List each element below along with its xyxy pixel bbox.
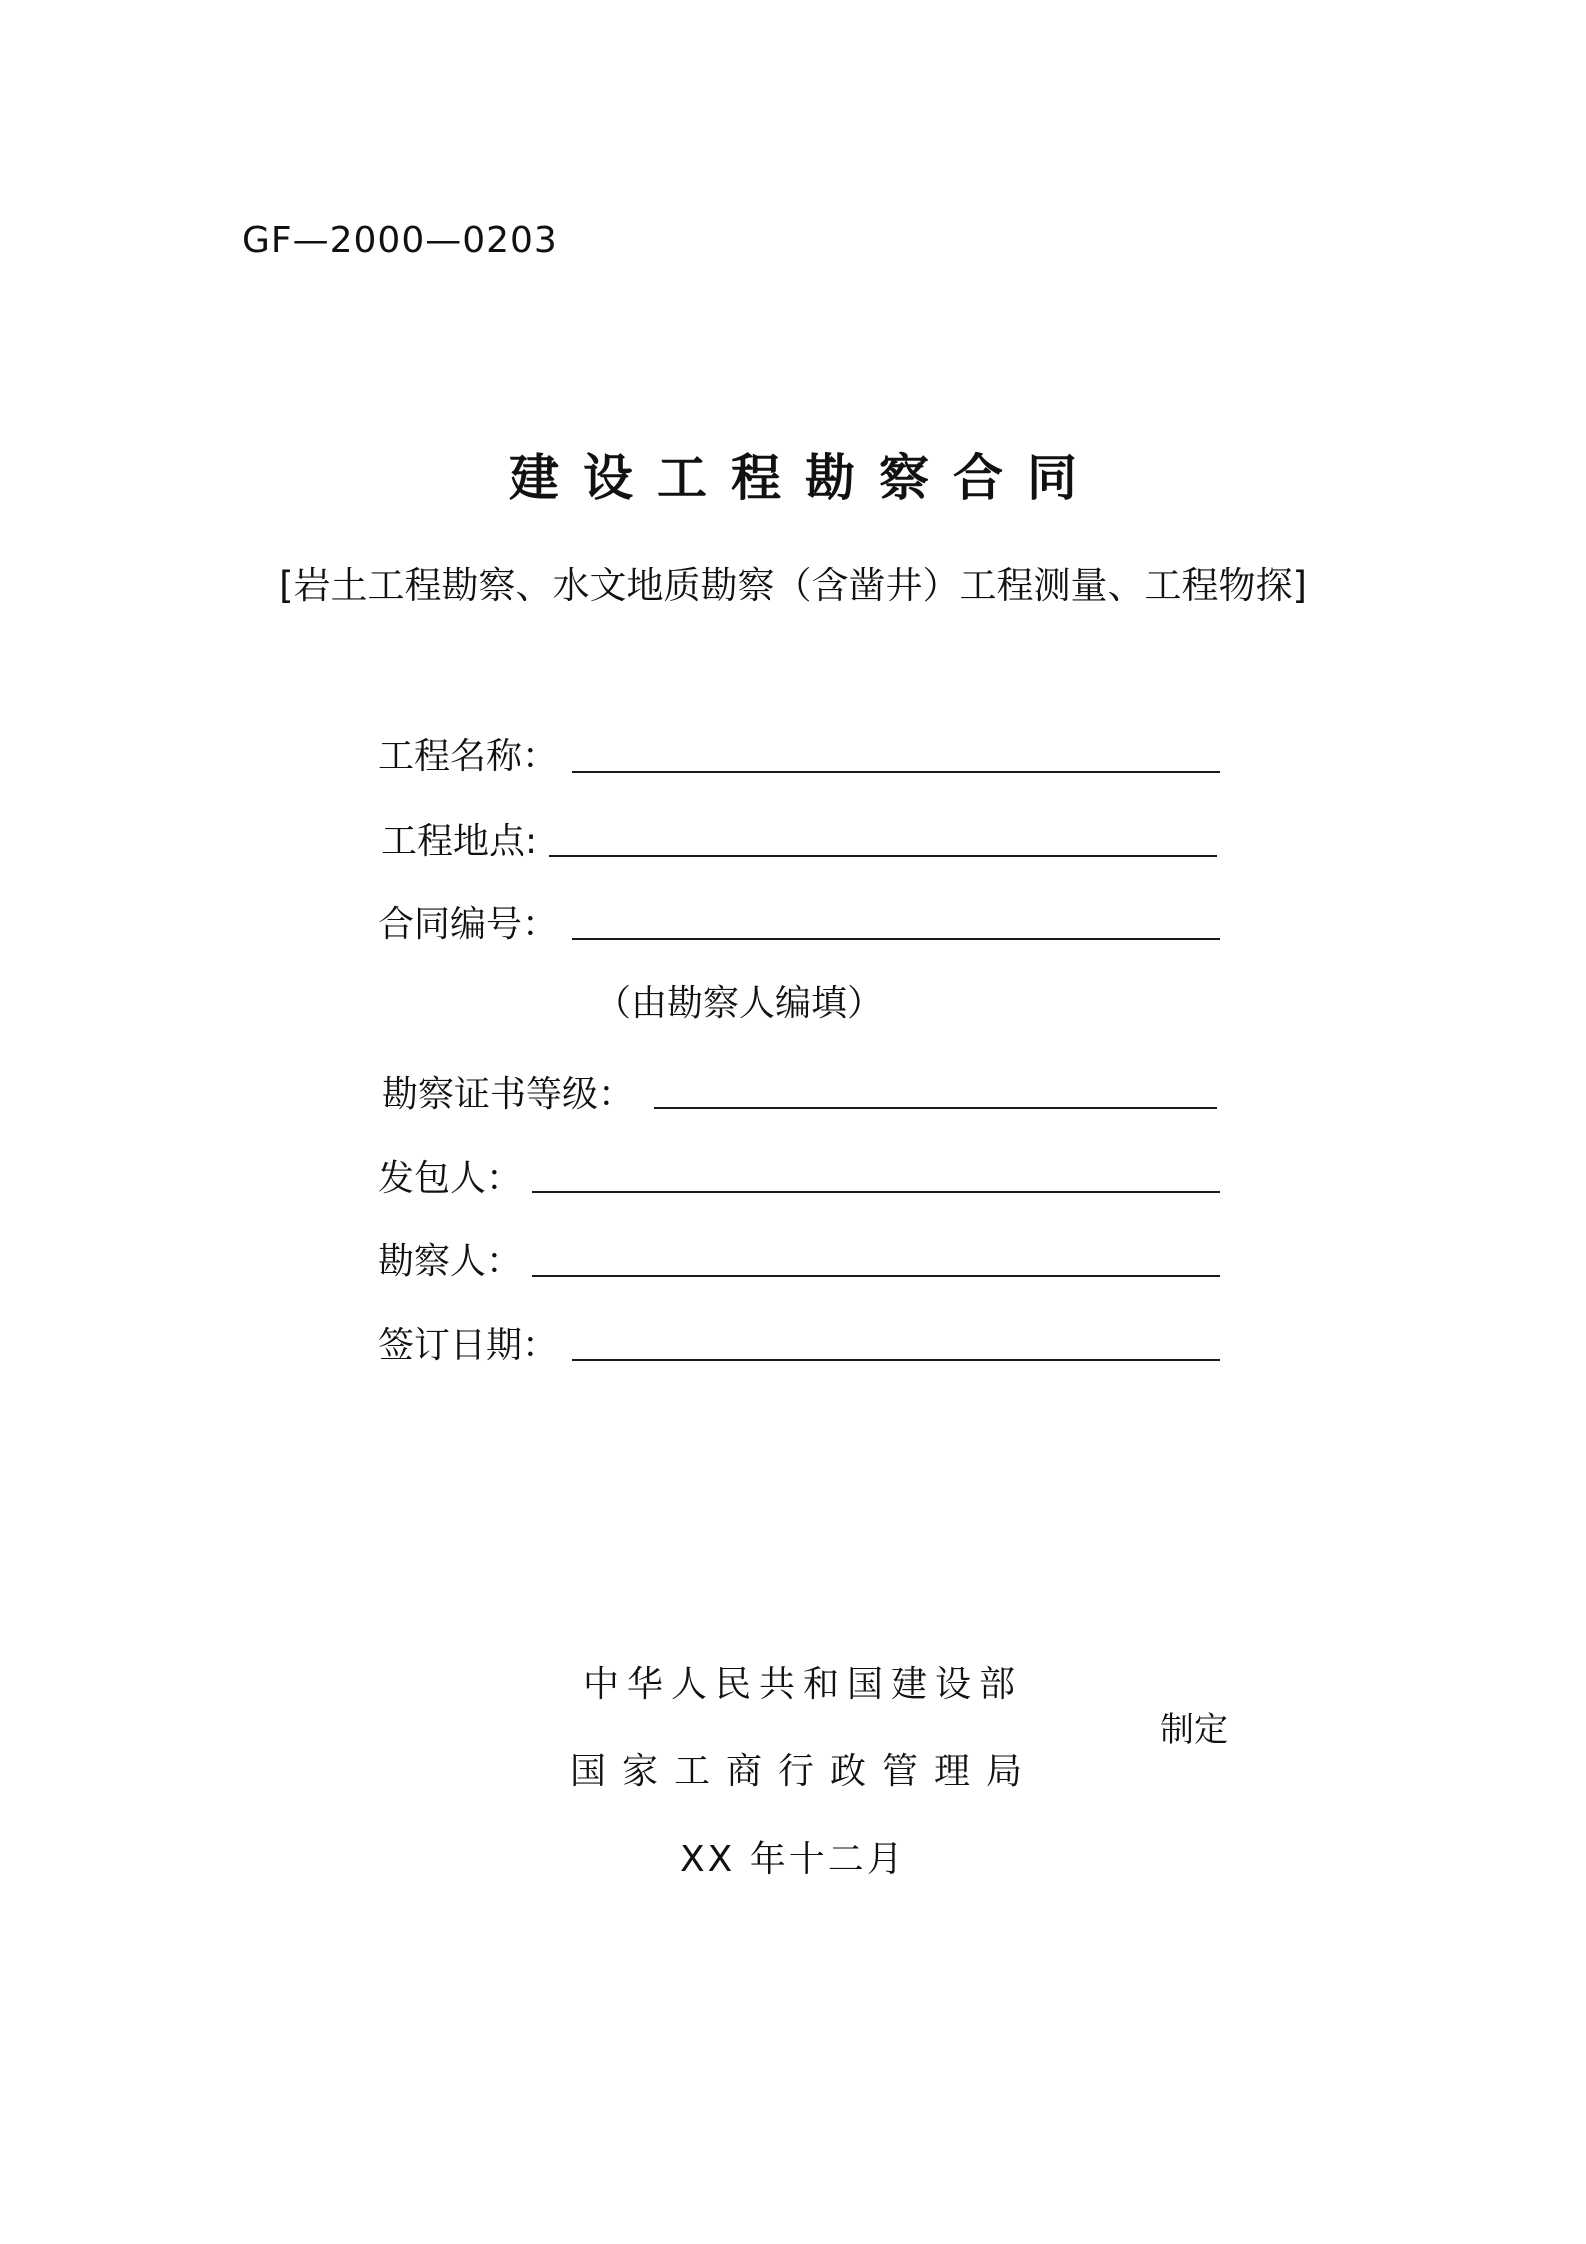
project-name-label: 工程名称： — [378, 736, 559, 777]
document-title: 建设工程勘察合同 — [509, 449, 1101, 507]
sign-date-line[interactable] — [572, 1359, 1220, 1361]
contract-no-line[interactable] — [572, 938, 1220, 940]
employer-label: 发包人： — [378, 1158, 523, 1199]
sign-date-label: 签订日期： — [378, 1325, 559, 1366]
employer-line[interactable] — [532, 1191, 1220, 1193]
project-name-line[interactable] — [572, 771, 1220, 773]
made-by-label: 制定 — [1160, 1710, 1228, 1750]
project-location-label: 工程地点: — [381, 821, 538, 862]
contract-no-note: （由勘察人编填） — [595, 983, 884, 1024]
certificate-grade-line[interactable] — [654, 1107, 1217, 1109]
issuer-ministry: 中华人民共和国建设部 — [583, 1664, 1024, 1705]
document-subtitle: [岩土工程勘察、水文地质勘察（含凿井）工程测量、工程物探] — [279, 564, 1307, 607]
surveyor-line[interactable] — [532, 1275, 1220, 1277]
contract-no-label: 合同编号： — [378, 904, 559, 945]
issuer-administration: 国家工商行政管理局 — [570, 1751, 1039, 1792]
certificate-grade-label: 勘察证书等级： — [382, 1074, 635, 1115]
surveyor-label: 勘察人： — [378, 1241, 523, 1282]
document-code: GF—2000—0203 — [242, 220, 558, 261]
project-location-line[interactable] — [549, 855, 1217, 857]
issue-date: XX 年十二月 — [680, 1839, 906, 1880]
